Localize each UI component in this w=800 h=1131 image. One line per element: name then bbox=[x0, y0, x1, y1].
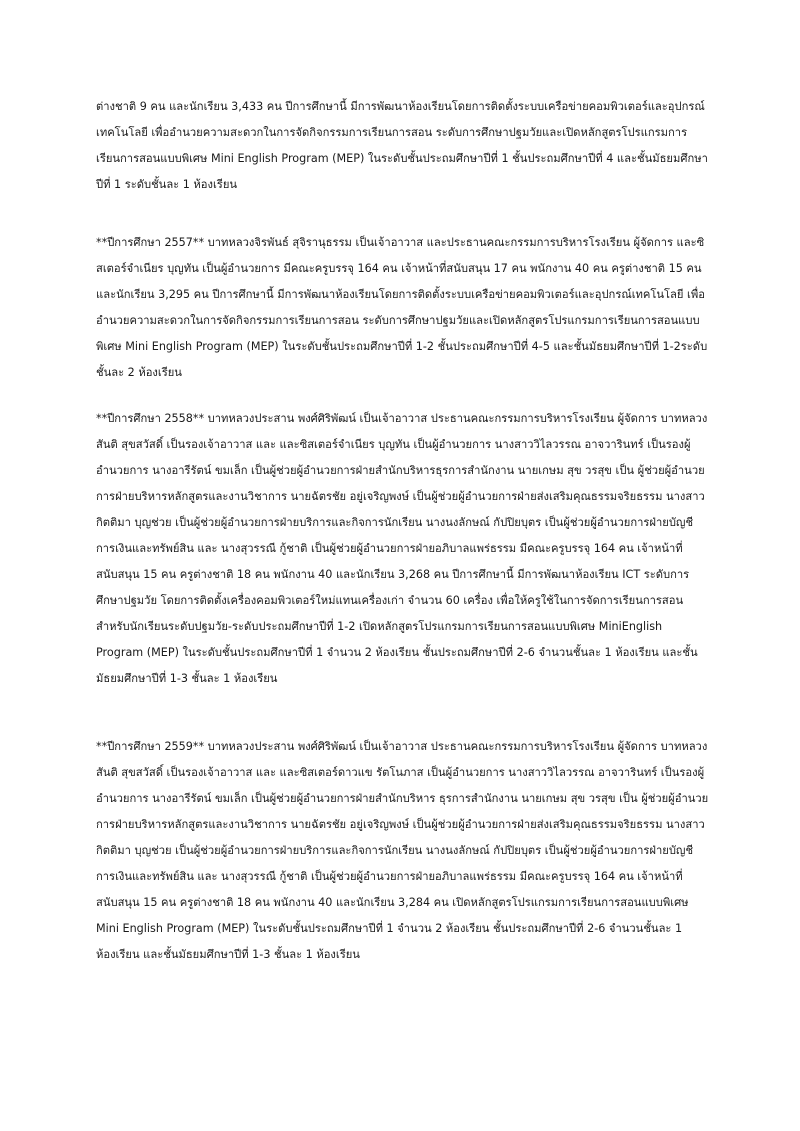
paragraph-year-2557: **ปีการศึกษา 2557** บาทหลวงจิรพันธ์ สุจิรานุธรรม เป็นเจ้าอาวาส และประธานคณะกรรมการบริหารโรงเรียน ผู้จัดการ และซิสเตอร์จำเนียร บุญทัน เป็นผู้อำนวยการ มีคณะครูบรรจุ 164 คน เจ้าหน้าที่สนับสนุน 17 คน พนักงาน 40 คน ครูต่างชาติ 15 คน และนักเรียน 3,295 คน ปีการศึกษานี้ มีการพัฒนาห้องเรียนโดยการติดตั้งระบบเครือข่ายคอมพิวเตอร์และอุปกรณ์เทคโนโลยี เพื่ออำนวยความสะดวกในการจัดกิจกรรมการเรียนการสอน ระดับการศึกษาปฐมวัยและเปิดหลักสูตรโปรแกรมการเรียนการสอนแบบพิเศษ Mini English Program (MEP) ในระดับชั้นประถมศึกษาปีที่ 1-2 ชั้นประถมศึกษาปีที่ 4-5 และชั้นมัธยมศึกษาปีที่ 1-2ระดับชั้นละ 2 ห้องเรียน bbox=[96, 236, 708, 379]
paragraph-continuation: ต่างชาติ 9 คน และนักเรียน 3,433 คน ปีการศึกษานี้ มีการพัฒนาห้องเรียนโดยการติดตั้งระบบเครือข่ายคอมพิวเตอร์และอุปกรณ์เทคโนโลยี เพื่ออำนวยความสะดวกในการจัดกิจกรรมการเรียนการสอน ระดับการศึกษาปฐมวัยและเปิดหลักสูตรโปรแกรมการเรียนการสอนแบบพิเศษ Mini English Program (MEP) ในระดับชั้นประถมศึกษาปีที่ 1 ชั้นประถมศึกษาปีที่ 4 และชั้นมัธยมศึกษาปีที่ 1 ระดับชั้นละ 1 ห้องเรียน bbox=[96, 100, 708, 191]
paragraph-year-2558: **ปีการศึกษา 2558** บาทหลวงประสาน พงศ์ศิริพัฒน์ เป็นเจ้าอาวาส ประธานคณะกรรมการบริหารโรงเรียน ผู้จัดการ บาทหลวงสันติ สุขสวัสดิ์ เป็นรองเจ้าอาวาส และ และซิสเตอร์จำเนียร บุญทัน เป็นผู้อำนวยการ นางสาววิไลวรรณ อาจวารินทร์ เป็นรองผู้อำนวยการ นางอารีรัตน์ ขมเล็ก เป็นผู้ช่วยผู้อำนวยการฝ่ายสำนักบริหารธุรการสำนักงาน นายเกษม สุข วรสุข เป็น ผู้ช่วยผู้อำนวยการฝ่ายบริหารหลักสูตรและงานวิชาการ นายฉัตรชัย อยู่เจริญพงษ์ เป็นผู้ช่วยผู้อำนวยการฝ่ายส่งเสริมคุณธรรมจริยธรรม นางสาวกิตติมา บุญช่วย เป็นผู้ช่วยผู้อำนวยการฝ่ายบริการและกิจการนักเรียน นางนงลักษณ์ กัปปิยบุตร เป็นผู้ช่วยผู้อำนวยการฝ่ายบัญชีการเงินและทรัพย์สิน และ นางสุวรรณี กู้ชาติ เป็นผู้ช่วยผู้อำนวยการฝ่ายอภิบาลแพร่ธรรม มีคณะครูบรรจุ 164 คน เจ้าหน้าที่สนับสนุน 15 คน ครูต่างชาติ 18 คน พนักงาน 40 และนักเรียน 3,268 คน ปีการศึกษานี้ มีการพัฒนาห้องเรียน ICT ระดับการศึกษาปฐมวัย โดยการติดตั้งเครื่องคอมพิวเตอร์ใหม่แทนเครื่องเก่า จำนวน 60 เครื่อง เพื่อให้ครูใช้ในการจัดการเรียนการสอนสำหรับนักเรียนระดับปฐมวัย-ระดับประถมศึกษาปีที่ 1-2 เปิดหลักสูตรโปรแกรมการเรียนการสอนแบบพิเศษ MiniEnglish Program (MEP) ในระดับชั้นประถมศึกษาปีที่ 1 จำนวน 2 ห้องเรียน ชั้นประถมศึกษาปีที่ 2-6 จำนวนชั้นละ 1 ห้องเรียน และชั้นมัธยมศึกษาปีที่ 1-3 ชั้นละ 1 ห้องเรียน bbox=[96, 412, 708, 685]
paragraph-year-2559: **ปีการศึกษา 2559** บาทหลวงประสาน พงศ์ศิริพัฒน์ เป็นเจ้าอาวาส ประธานคณะกรรมการบริหารโรงเรียน ผู้จัดการ บาทหลวงสันติ สุขสวัสดิ์ เป็นรองเจ้าอาวาส และ และซิสเตอร์ดาวแข รัตโนภาส เป็นผู้อำนวยการ นางสาววิไลวรรณ อาจวารินทร์ เป็นรองผู้อำนวยการ นางอารีรัตน์ ขมเล็ก เป็นผู้ช่วยผู้อำนวยการฝ่ายสำนักบริหาร ธุรการสำนักงาน นายเกษม สุข วรสุข เป็น ผู้ช่วยผู้อำนวยการฝ่ายบริหารหลักสูตรและงานวิชาการ นายฉัตรชัย อยู่เจริญพงษ์ เป็นผู้ช่วยผู้อำนวยการฝ่ายส่งเสริมคุณธรรมจริยธรรม นางสาวกิตติมา บุญช่วย เป็นผู้ช่วยผู้อำนวยการฝ่ายบริการและกิจการนักเรียน นางนงลักษณ์ กัปปิยบุตร เป็นผู้ช่วยผู้อำนวยการฝ่ายบัญชีการเงินและทรัพย์สิน และ นางสุวรรณี กู้ชาติ เป็นผู้ช่วยผู้อำนวยการฝ่ายอภิบาลแพร่ธรรม มีคณะครูบรรจุ 164 คน เจ้าหน้าที่สนับสนุน 15 คน ครูต่างชาติ 18 คน พนักงาน 40 และนักเรียน 3,284 คน เปิดหลักสูตรโปรแกรมการเรียนการสอนแบบพิเศษ Mini English Program (MEP) ในระดับชั้นประถมศึกษาปีที่ 1 จำนวน 2 ห้องเรียน ชั้นประถมศึกษาปีที่ 2-6 จำนวนชั้นละ 1 ห้องเรียน และชั้นมัธยมศึกษาปีที่ 1-3 ชั้นละ 1 ห้องเรียน bbox=[96, 740, 709, 961]
